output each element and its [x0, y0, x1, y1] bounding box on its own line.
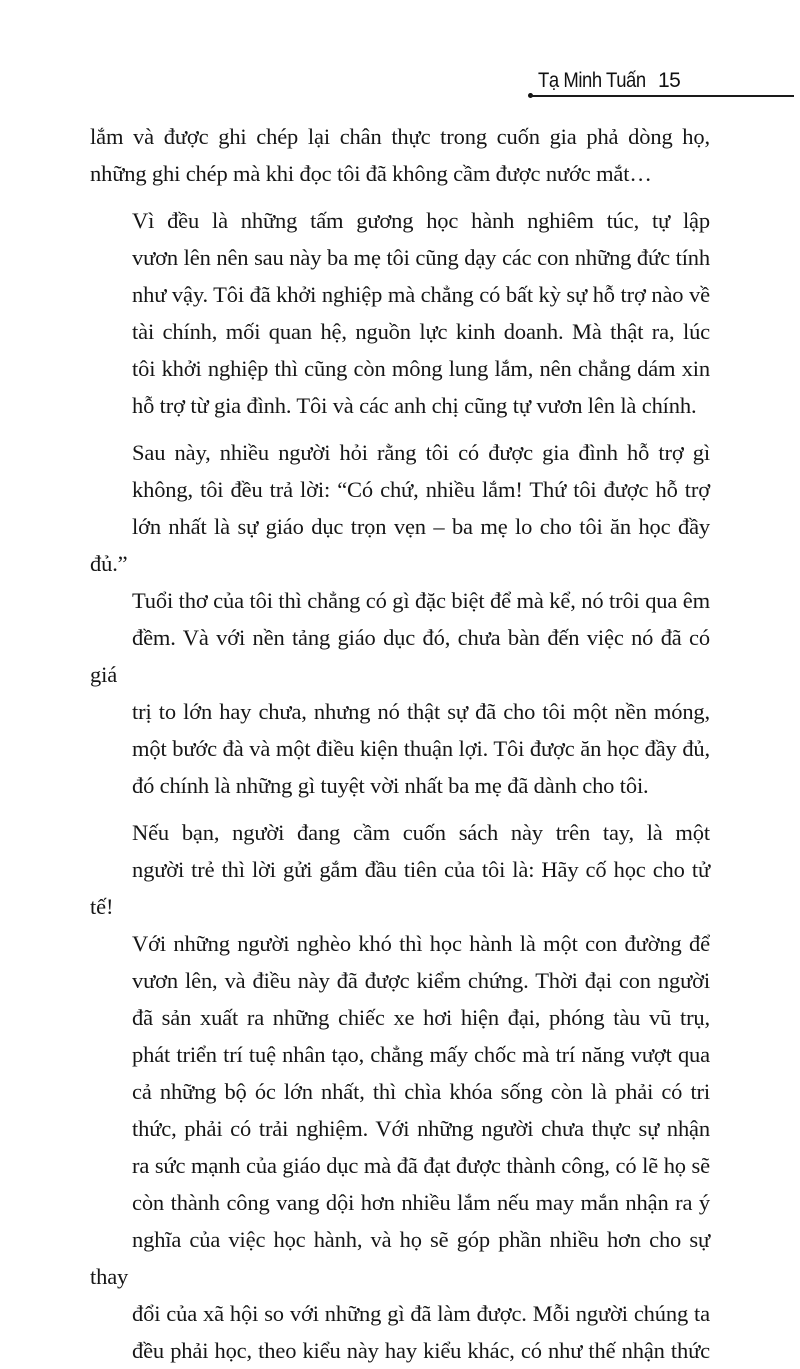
text-line: tôi khởi nghiệp thì cũng còn mông lung lắm, nên chẳng dám xin: [132, 356, 710, 381]
text-line: Nếu bạn, người đang cầm cuốn sách này trên tay, là một: [132, 820, 710, 845]
text-line: đó chính là những gì tuyệt vời nhất ba mẹ đã dành cho tôi.: [132, 773, 649, 798]
text-line: hỗ trợ từ gia đình. Tôi và các anh chị cũng tự vươn lên là chính.: [132, 393, 697, 418]
text-line: đềm. Và với nền tảng giáo dục đó, chưa bàn đến việc nó đã có giá: [90, 625, 710, 687]
running-header: [538, 66, 758, 96]
text-line: Sau này, nhiều người hỏi rằng tôi có được gia đình hỗ trợ gì: [132, 440, 710, 465]
text-line: không, tôi đều trả lời: “Có chứ, nhiều lắm! Thứ tôi được hỗ trợ: [132, 477, 710, 502]
running-header-author: Tạ Minh Tuấn: [538, 69, 646, 92]
text-line: vươn lên nên sau này ba mẹ tôi cũng dạy các con những đức tính: [132, 245, 710, 270]
text-line: trị to lớn hay chưa, nhưng nó thật sự đã cho tôi một nền móng,: [132, 699, 710, 724]
text-line: lớn nhất là sự giáo dục trọn vẹn – ba mẹ lo cho tôi ăn học đầy đủ.”: [90, 514, 710, 576]
text-line: lắm và được ghi chép lại chân thực trong cuốn gia phả dòng họ,: [90, 124, 710, 149]
text-line: vươn lên, và điều này đã được kiểm chứng. Thời đại con người: [132, 968, 710, 993]
text-line: người trẻ thì lời gửi gắm đầu tiên của tôi là: Hãy cố học cho tử tế!: [90, 857, 710, 919]
paragraph: [90, 202, 710, 424]
text-line: Vì đều là những tấm gương học hành nghiêm túc, tự lập: [132, 208, 710, 233]
text-line: những ghi chép mà khi đọc tôi đã không cầm được nước mắt…: [90, 161, 652, 186]
text-line: đổi của xã hội so với những gì đã làm được. Mỗi người chúng ta: [132, 1301, 710, 1326]
text-line: còn thành công vang dội hơn nhiều lắm nếu may mắn nhận ra ý: [132, 1190, 710, 1215]
text-line: đều phải học, theo kiểu này hay kiểu khác, có như thế nhận thức: [132, 1338, 710, 1363]
continued-paragraph: [90, 118, 710, 192]
page-number: 15: [658, 69, 681, 92]
text-line: một bước đà và một điều kiện thuận lợi. Tôi được ăn học đầy đủ,: [132, 736, 710, 761]
text-line: phát triển trí tuệ nhân tạo, chẳng mấy chốc mà trí năng vượt qua: [132, 1042, 710, 1067]
text-line: thức, phải có trải nghiệm. Với những người chưa thực sự nhận: [132, 1116, 710, 1141]
text-line: ra sức mạnh của giáo dục mà đã đạt được thành công, có lẽ họ sẽ: [132, 1153, 710, 1178]
text-line: đã sản xuất ra những chiếc xe hơi hiện đại, phóng tàu vũ trụ,: [132, 1005, 710, 1030]
text-line: như vậy. Tôi đã khởi nghiệp mà chẳng có bất kỳ sự hỗ trợ nào về: [132, 282, 710, 307]
text-line: Tuổi thơ của tôi thì chẳng có gì đặc biệt để mà kể, nó trôi qua êm: [132, 588, 710, 613]
header-rule: [530, 95, 794, 97]
text-line: tài chính, mối quan hệ, nguồn lực kinh doanh. Mà thật ra, lúc: [132, 319, 710, 344]
paragraph: [90, 814, 710, 1369]
text-line: nghĩa của việc học hành, và họ sẽ góp phần nhiều hơn cho sự thay: [90, 1227, 710, 1289]
text-line: cả những bộ óc lớn nhất, thì chìa khóa sống còn là phải có tri: [132, 1079, 710, 1104]
text-line: Với những người nghèo khó thì học hành là một con đường để: [132, 931, 710, 956]
page-body: [90, 118, 710, 1369]
paragraph: [90, 434, 710, 804]
